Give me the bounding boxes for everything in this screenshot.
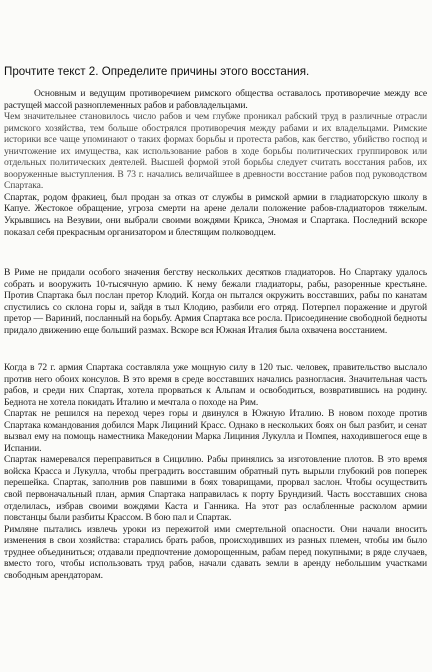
paragraph-intro: Основным и ведущим противоречием римского общества оставалось противоречие между все растущей массой разноплеменных рабов и рабовладельцами. [4,88,427,111]
paragraph-disagreements: Когда в 72 г. армия Спартака составляла уже мощную силу в 120 тыс. человек, правительство выслало против него обоих консулов. В это время в среде восставших начались разногласия. Значительная часть рабов, и среди них Спартак, хотела прорваться к Альпам и освободиться, возвратившись на родину. Беднота не хотела покидать Италию и мечтала о походе на Рим. [4,362,427,408]
paragraph-army-growth: В Риме не придали особого значения бегству нескольких десятков гладиаторов. Но Спартаку удалось собрать и вооружить 10-тысячную армию. К нему бежали гладиаторы, рабы, разоренные крестьяне. Против Спартака был послан претор Клодий. Когда он пытался окружить восставших, рабы по канатам спустились со склона горы и, зайдя в тыл Клодию, разбили его отряд. Потерпел поражение и другой претор — Вариний, посланный на борьбу. Армия Спартака все росла. Присоединение свободной бедноты придало движению еще больший размах. Вскоре вся Южная Италия была охвачена восстанием. [4,267,427,336]
paragraph-causes: Чем значительнее становилось число рабов и чем глубже проникал рабский труд в различные отрасли римского хозяйства, тем больше обострялся противоречия между рабами и их владельцами. Римские историки все чаще упоминают о таких формах борьбы и протеста рабов, как бегство, убийство господ и уничтожение их имущества, как использование рабов в ходе борьбы политических группировок или отдельных политических деятелей. Высшей формой этой борьбы следует считать восстания рабов, их вооруженные выступления. В 73 г. начались величайшее в древности восстание рабов под руководством Спартака. [4,111,427,192]
text-block-1 [4,88,427,238]
text-block-2 [4,267,427,336]
paragraph-sicily: Спартак намеревался переправиться в Сицилию. Рабы принялись за изготовление плотов. В это время войска Красса и Лукулла, чтобы преградить восставшим обратный путь вырыли глубокий ров поперек перешейка. Спартак, заполнив ров павшими в боях товарищами, прорвал заслон. Чтобы осуществить свой первоначальный план, армия Спартака направилась к порту Брундизий. Часть восставших снова отделилась, избрав своими вождями Каста и Ганника. На этот раз ослабленные расколом армии повстанцы были разбиты Крассом. В бою пал и Спартак. [4,454,427,524]
text-block-3 [4,362,427,581]
paragraph-spartacus-origin: Спартак, родом фракиец, был продан за отказ от службы в римской армии в гладиаторскую школу в Капуе. Жестокое обращение, угроза смерти на арене делали положение рабов-гладиаторов тяжелым. Укрывшись на Везувии, они выбрали своими вождями Крикса, Эномая и Спартака. Последний вскоре показал себя прекрасным организатором и блестящим полководцем. [4,191,427,238]
task-title: Прочтите текст 2. Определите причины этого восстания. [4,65,310,78]
paragraph-lessons: Римляне пытались извлечь уроки из пережитой ими смертельной опасности. Они начали вносить изменения в свои хозяйства: старались брать рабов, происходивших из разных племен, чтобы им было труднее объединиться; отдавали предпочтение доморощенным, рабам перед покупными; в ряде случаев, вместо того, чтобы использовать труд рабов, начали сдавать земли в аренду небольшим участками свободным арендаторам. [4,523,427,581]
paragraph-crassus: Спартак не решился на переход через горы и двинулся в Южную Италию. В новом походе против Спартака командования добился Марк Лициний Красс. Однако в нескольких боях он был разбит, и сенат вызвал ему на помощь наместника Македонии Марка Лициния Лукулла и Помпея, находившегося еще в Испании. [4,408,427,454]
